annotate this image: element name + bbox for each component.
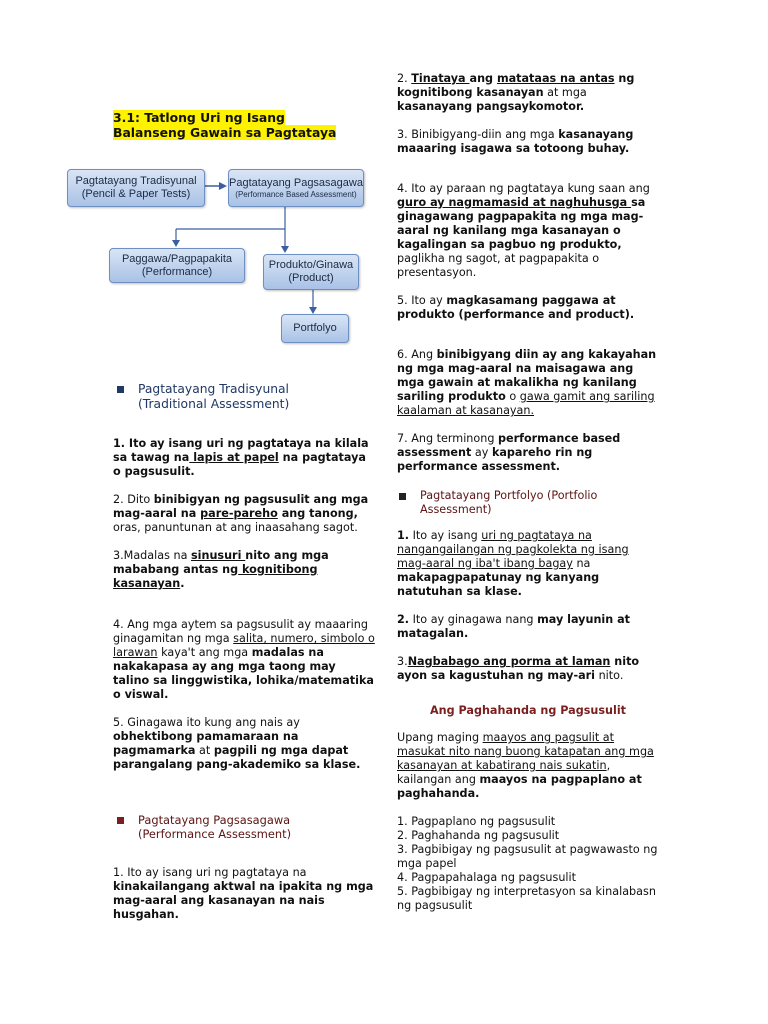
traditional-item-4: 4. Ang mga aytem sa pagsusulit ay maaaring ginagamitan ng mga salita, numero, simbolo o larawan kaya't ang mga madalas na nakakapasa ay ang mga taong may talino sa linggwistika, lohika/matematika o viswal. — [113, 618, 375, 701]
list-item: 5. Pagbibigay ng interpretasyon sa kinalabasn ng pagsusulit — [397, 885, 656, 912]
bullet-square-icon — [399, 493, 406, 500]
list-item: 2. Paghahanda ng pagsusulit — [397, 829, 560, 842]
traditional-item-1: 1. Ito ay isang uri ng pagtataya na kilala sa tawag na lapis at papel na pagtataya o pagsusulit. — [113, 437, 369, 478]
performance-item-5: 5. Ito ay magkasamang paggawa at produkto (performance and product). — [397, 294, 635, 321]
traditional-item-5: 5. Ginagawa ito kung ang nais ay obhektibong pamamaraan na pagmamarka at pagpili ng mga dapat parangalang pang-akademiko sa klase. — [113, 716, 361, 771]
performance-item-1: 1. Ito ay isang uri ng pagtataya na kinakailangang aktwal na ipakita ng mga mag-aaral ang kasanayan na nais husgahan. — [113, 866, 374, 921]
performance-item-7: 7. Ang terminong performance based assessment ay kapareho rin ng performance assessment. — [397, 432, 621, 473]
performance-list-continued — [397, 72, 659, 474]
prep-heading: Ang Paghahanda ng Pagsusulit — [429, 704, 626, 717]
portfolio-item-2: 2. Ito ay ginagawa nang may layunin at matagalan. — [397, 613, 630, 640]
prep-steps-list — [397, 815, 659, 913]
traditional-heading: Pagtatayang Tradisyunal (Traditional Assessment) — [117, 382, 377, 412]
box-product: Produkto/Ginawa (Product) — [263, 254, 359, 290]
performance-item-6: 6. Ang binibigyang diin ay ang kakayahan ng mga mag-aaral na maisagawa ang mga gawain at makalikha ng kanilang sariling produkto o gawa gamit ang sariling kaalaman at kasanayan. — [397, 348, 657, 417]
assessment-diagram — [63, 163, 373, 353]
performance-item-2: 2. Tinataya ang matataas na antas ng kognitibong kasanayan at mga kasanayang pangsaykomotor. — [397, 72, 635, 113]
portfolio-list — [397, 529, 659, 683]
list-item: 3. Pagbibigay ng pagsusulit at pagwawasto ng mga papel — [397, 843, 658, 870]
portfolio-heading: Pagtatayang Portfolyo (Portfolio Assessment) — [399, 489, 661, 517]
box-traditional: Pagtatayang Tradisyunal (Pencil & Paper Tests) — [67, 169, 205, 207]
list-item: 4. Pagpapahalaga ng pagsusulit — [397, 871, 577, 884]
performance-heading: Pagtatayang Pagsasagawa (Performance Assessment) — [117, 813, 377, 841]
traditional-item-2: 2. Dito binibigyan ng pagsusulit ang mga mag-aaral na pare-pareho ang tanong, oras, panuntunan at ang inaasahang sagot. — [113, 493, 369, 534]
traditional-item-3: 3.Madalas na sinusuri nito ang mga mababang antas ng kognitibong kasanayan. — [113, 549, 329, 590]
performance-item-4: 4. Ito ay paraan ng pagtataya kung saan ang guro ay nagmamasid at naghuhusga sa ginagawang pagpapakita ng mga mag-aaral ng kanilang mga kasanayan o kagalingan sa pagbuo ng produkto, paglikha ng sagot, at pagpapakita o presentasyon. — [397, 182, 650, 279]
portfolio-item-3: 3.Nagbabago ang porma at laman nito ayon sa kagustuhan ng may-ari nito. — [397, 655, 640, 682]
section-title: 3.1: Tatlong Uri ng Isang Balanseng Gawain sa Pagtataya — [113, 110, 337, 140]
bullet-square-icon — [117, 386, 124, 393]
performance-list — [113, 866, 375, 922]
portfolio-item-1: 1. Ito ay isang uri ng pagtataya na nangangailangan ng pagkolekta ng isang mag-aaral ng iba't ibang bagay na makapagpapatunay ng kanyang natutuhan sa klase. — [397, 529, 629, 598]
performance-item-3: 3. Binibigyang-diin ang mga kasanayang maaaring isagawa sa totoong buhay. — [397, 128, 634, 155]
traditional-list — [113, 437, 375, 772]
box-performance-based: Pagtatayang Pagsasagawa (Performance Based Assessment) — [228, 169, 364, 207]
prep-intro: Upang maging maayos ang pagsulit at masukat nito nang buong katapatan ang mga kasanayan at kabatirang nais sukatin, kailangan ang maayos na pagpaplano at paghahanda. — [397, 731, 654, 800]
box-performance: Paggawa/Pagpapakita (Performance) — [109, 248, 245, 283]
bullet-square-icon — [117, 817, 124, 824]
prep-section — [397, 731, 659, 913]
box-portfolio: Portfolyo — [281, 314, 349, 343]
list-item: 1. Pagpaplano ng pagsusulit — [397, 815, 556, 828]
